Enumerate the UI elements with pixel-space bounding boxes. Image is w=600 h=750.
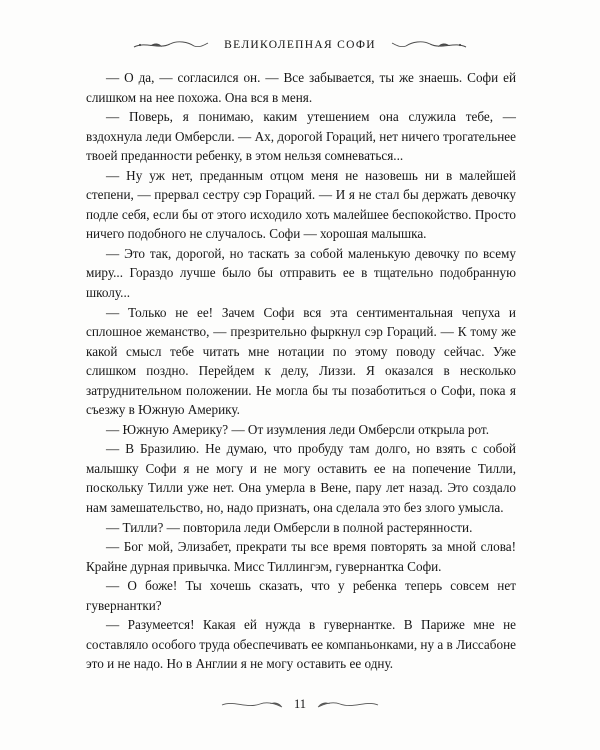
paragraph: — Разумеется! Какая ей нужда в гувернантке. В Париже мне не составляло особого труда обеспечивать ее компаньонками, ну а в Лиссабоне это и не надо. Но в Англии я не могу оставить ее одну. xyxy=(86,617,516,672)
paragraph: — О да, — согласился он. — Все забывается, ты же знаешь. Софи ей слишком на нее похожа. Она вся в меня. xyxy=(86,70,516,105)
paragraph: — Это так, дорогой, но таскать за собой маленькую девочку по всему миру... Гораздо лучше было бы отправить ее в тщательно подобранную школу... xyxy=(86,245,516,301)
page-footer xyxy=(0,697,600,712)
paragraph: — В Бразилию. Не думаю, что пробуду там долго, но взять с собой малышку Софи я не могу и не могу оставить ее на попечение Тилли, поскольку Тилли уже нет. Она умерла в Вене, пару лет назад. Это создало нам замешательство, но, надо признать, она сделала это без злого умысла. xyxy=(86,441,516,516)
page-body-text xyxy=(86,68,516,674)
paragraph: — О боже! Ты хочешь сказать, что у ребенка теперь совсем нет гувернантки? xyxy=(86,578,516,613)
paragraph: — Тилли? — повторила леди Омберсли в полной растерянности. xyxy=(106,519,473,535)
paragraph: — Поверь, я понимаю, каким утешением она служила тебе, — вздохнула леди Омберсли. — Ах, дорогой Гораций, нет ничего трогательнее твоей преданности ребенку, в этом нельзя сомневаться... xyxy=(86,109,516,164)
paragraph: — Бог мой, Элизабет, прекрати ты все время повторять за мной слова! Крайне дурная привычка. Мисс Тиллингэм, гувернантка Софи. xyxy=(86,539,516,574)
paragraph: — Ну уж нет, преданным отцом меня не назовешь ни в малейшей степени, — прервал сестру сэр Гораций. — И я не стал бы держать девочку подле себя, если бы от этого исходило хоть малейшее беспокойство. Просто ничего подобного не случалось. Софи — хорошая малышка. xyxy=(86,167,516,242)
flourish-ornament-right-icon xyxy=(390,38,468,52)
running-head-title: ВЕЛИКОЛЕПНАЯ СОФИ xyxy=(224,39,376,51)
running-head xyxy=(72,34,528,56)
fleuron-ornament-right-icon xyxy=(316,698,380,711)
page-number: 11 xyxy=(293,697,307,711)
fleuron-ornament-left-icon xyxy=(220,698,284,711)
flourish-ornament-left-icon xyxy=(132,38,210,52)
paragraph: — Только не ее! Зачем Софи вся эта сентиментальная чепуха и сплошное жеманство, — презрительно фыркнул сэр Гораций. — К тому же какой смысл тебе читать мне нотации по этому поводу сейчас. Уже слишком поздно. Перейдем к делу, Лиззи. Я оказался в несколько затруднительном положении. Не могла бы ты позаботиться о Софи, пока я съезжу в Южную Америку. xyxy=(86,304,516,418)
paragraph: — Южную Америку? — От изумления леди Омберсли открыла рот. xyxy=(106,421,490,437)
